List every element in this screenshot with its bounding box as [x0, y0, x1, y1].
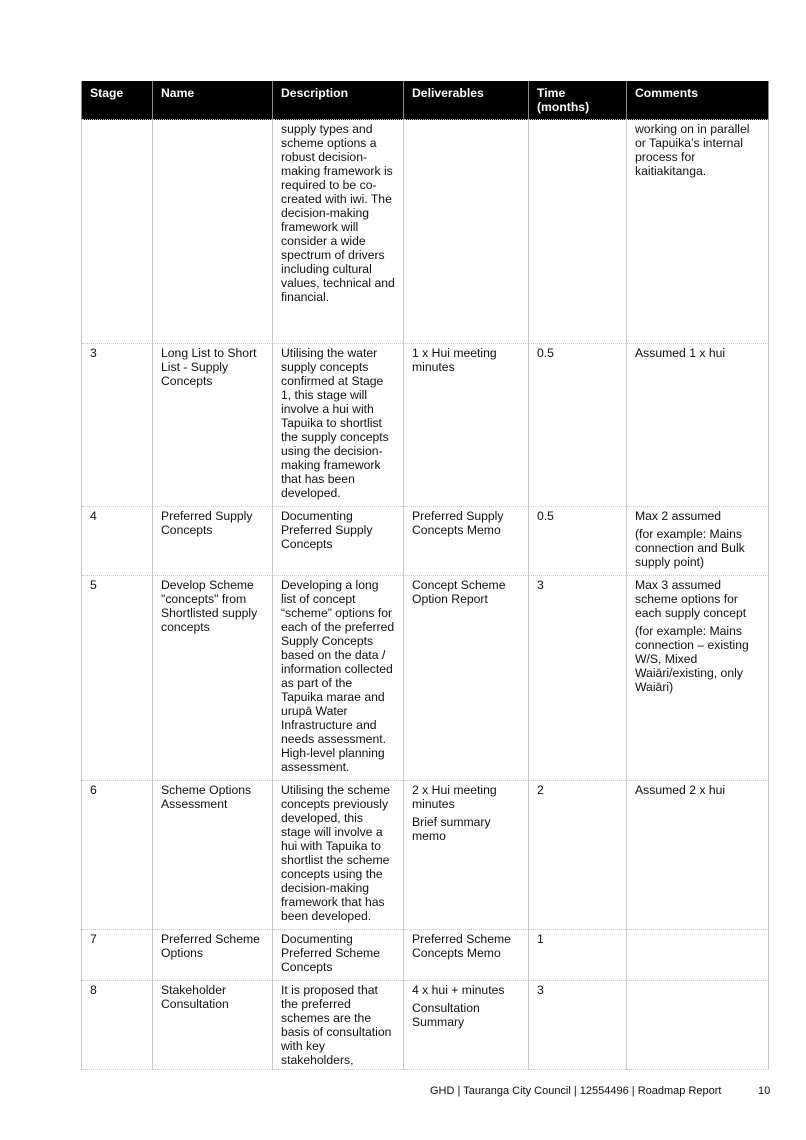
- table-row: [82, 120, 769, 344]
- page-footer: [430, 1085, 770, 1097]
- cell-description: Developing a long list of concept “scheme” options for each of the preferred Supply Concepts based on the data / information collected as part of the Tapuika marae and urupā Water Infrastructure and needs assessment. High-level planning assessment.: [273, 576, 404, 781]
- cell-deliverables: [404, 576, 529, 781]
- cell-stage: 5: [82, 576, 153, 781]
- cell-comments: [627, 781, 769, 930]
- header-stage: Stage: [82, 81, 153, 120]
- cell-stage: [82, 120, 153, 344]
- cell-stage: 8: [82, 981, 153, 1070]
- header-description: Description: [273, 81, 404, 120]
- table-row: [82, 930, 769, 981]
- cell-time: 3: [529, 576, 627, 781]
- comment-line: Assumed 2 x hui: [635, 783, 726, 797]
- deliverable-line: 1 x Hui meeting minutes: [412, 346, 497, 374]
- comment-line: working on in parallel or Tapuika’s internal process for kaitiakitanga.: [635, 122, 750, 178]
- cell-name: Scheme Options Assessment: [153, 781, 273, 930]
- deliverable-line: Preferred Supply Concepts Memo: [412, 509, 504, 537]
- cell-stage: 4: [82, 507, 153, 576]
- header-row: [82, 81, 769, 120]
- cell-time: 1: [529, 930, 627, 981]
- cell-name: Preferred Supply Concepts: [153, 507, 273, 576]
- cell-time: [529, 120, 627, 344]
- table-row: [82, 981, 769, 1070]
- cell-comments: [627, 576, 769, 781]
- cell-time: 0.5: [529, 507, 627, 576]
- cell-deliverables: [404, 781, 529, 930]
- cell-stage: 6: [82, 781, 153, 930]
- header-deliverables: Deliverables: [404, 81, 529, 120]
- cell-time: 2: [529, 781, 627, 930]
- deliverable-line: 2 x Hui meeting minutes: [412, 783, 497, 811]
- cell-description: Documenting Preferred Supply Concepts: [273, 507, 404, 576]
- deliverable-line: Concept Scheme Option Report: [412, 578, 506, 606]
- cell-stage: 3: [82, 344, 153, 507]
- table-row: [82, 576, 769, 781]
- cell-deliverables: [404, 507, 529, 576]
- cell-name: Develop Scheme "concepts" from Shortlisted supply concepts: [153, 576, 273, 781]
- comment-line: Assumed 1 x hui: [635, 346, 726, 360]
- cell-time: 0.5: [529, 344, 627, 507]
- cell-name: Stakeholder Consultation: [153, 981, 273, 1070]
- comment-line: Max 3 assumed scheme options for each supply concept: [635, 578, 747, 620]
- deliverable-line: Consultation Summary: [412, 1001, 480, 1029]
- table-row: [82, 344, 769, 507]
- cell-comments: [627, 507, 769, 576]
- cell-comments: [627, 930, 769, 981]
- cell-description: Utilising the water supply concepts confirmed at Stage 1, this stage will involve a hui with Tapuika to shortlist the supply concepts using the decision-making framework that has been developed.: [273, 344, 404, 507]
- deliverable-line: 4 x hui + minutes: [412, 983, 505, 997]
- deliverable-line: Brief summary memo: [412, 815, 491, 843]
- cell-stage: 7: [82, 930, 153, 981]
- table-row: [82, 507, 769, 576]
- cell-deliverables: [404, 120, 529, 344]
- header-time-line2: (months): [537, 100, 590, 114]
- cell-name: Preferred Scheme Options: [153, 930, 273, 981]
- table-body: [82, 120, 769, 1070]
- header-comments: Comments: [627, 81, 769, 120]
- table-row: [82, 781, 769, 930]
- comment-line: (for example: Mains connection and Bulk supply point): [635, 527, 745, 569]
- header-time-line1: Time: [537, 86, 566, 100]
- table-header: [82, 81, 769, 120]
- header-name: Name: [153, 81, 273, 120]
- cell-comments: [627, 981, 769, 1070]
- cell-time: 3: [529, 981, 627, 1070]
- cell-description: Documenting Preferred Scheme Concepts: [273, 930, 404, 981]
- cell-deliverables: [404, 981, 529, 1070]
- cell-name: [153, 120, 273, 344]
- stages-table: [81, 81, 769, 1070]
- cell-description: It is proposed that the preferred schemes are the basis of consultation with key stakeholders,: [273, 981, 404, 1070]
- cell-deliverables: [404, 344, 529, 507]
- cell-name: Long List to Short List - Supply Concepts: [153, 344, 273, 507]
- deliverable-line: Preferred Scheme Concepts Memo: [412, 932, 511, 960]
- cell-description: Utilising the scheme concepts previously developed, this stage will involve a hui with Tapuika to shortlist the scheme concepts using the decision-making framework that has been developed.: [273, 781, 404, 930]
- cell-comments: [627, 344, 769, 507]
- comment-line: Max 2 assumed: [635, 509, 722, 523]
- comment-line: (for example: Mains connection – existing W/S, Mixed Waiāri/existing, only Waiāri): [635, 624, 749, 694]
- cell-description: supply types and scheme options a robust decision-making framework is required to be co-created with iwi. The decision-making framework will consider a wide spectrum of drivers including cultural values, technical and financial.: [273, 120, 404, 344]
- page-number: 10: [758, 1085, 771, 1097]
- cell-deliverables: [404, 930, 529, 981]
- footer-text: GHD | Tauranga City Council | 12554496 | Roadmap Report: [430, 1085, 722, 1097]
- cell-comments: [627, 120, 769, 344]
- header-time: [529, 81, 627, 120]
